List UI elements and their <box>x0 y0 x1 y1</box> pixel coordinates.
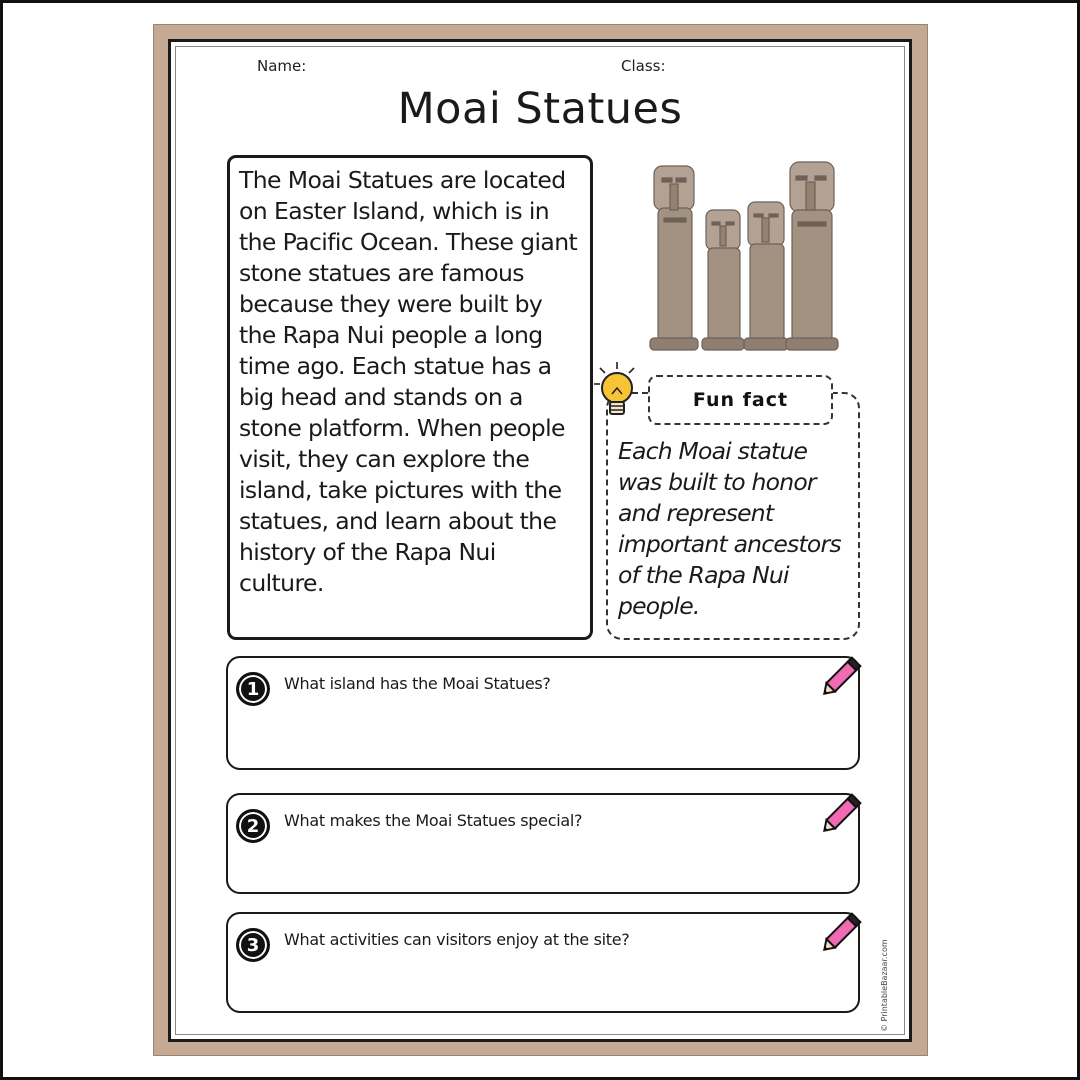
reading-passage: The Moai Statues are located on Easter Island, which is in the Pacific Ocean. These giant stone statues are famous because they were built by the Rapa Nui people a long time ago. Each statue has a big head and stands on a stone platform. When people visit, they can explore the island, take pictures with the statues, and learn about the history of the Rapa Nui culture. <box>239 166 578 597</box>
question-2-text: What makes the Moai Statues special? <box>284 811 583 830</box>
pencil-icon <box>816 906 868 958</box>
class-label: Class: <box>621 57 666 75</box>
question-2-answer-box[interactable] <box>226 793 860 894</box>
question-number-badge: 3 <box>236 928 270 962</box>
question-1-answer-box[interactable] <box>226 656 860 770</box>
pencil-icon <box>816 787 868 839</box>
question-1-text: What island has the Moai Statues? <box>284 674 551 693</box>
pencil-icon <box>816 650 868 702</box>
question-number-badge: 1 <box>236 672 270 706</box>
lightbulb-icon <box>592 360 642 422</box>
moai-statues-illustration <box>640 158 840 354</box>
fun-fact-label: Fun fact <box>692 389 789 411</box>
page-title: Moai Statues <box>397 84 683 134</box>
name-label: Name: <box>257 57 307 75</box>
fun-fact-text: Each Moai statue was built to honor and represent important ancestors of the Rapa Nui people. <box>618 437 841 620</box>
question-3-text: What activities can visitors enjoy at the site? <box>284 930 630 949</box>
reading-passage-box <box>227 155 593 640</box>
fun-fact-label-box <box>648 375 833 425</box>
question-3-answer-box[interactable] <box>226 912 860 1013</box>
question-number-badge: 2 <box>236 809 270 843</box>
watermark: © PrintableBazaar.com <box>880 939 889 1032</box>
